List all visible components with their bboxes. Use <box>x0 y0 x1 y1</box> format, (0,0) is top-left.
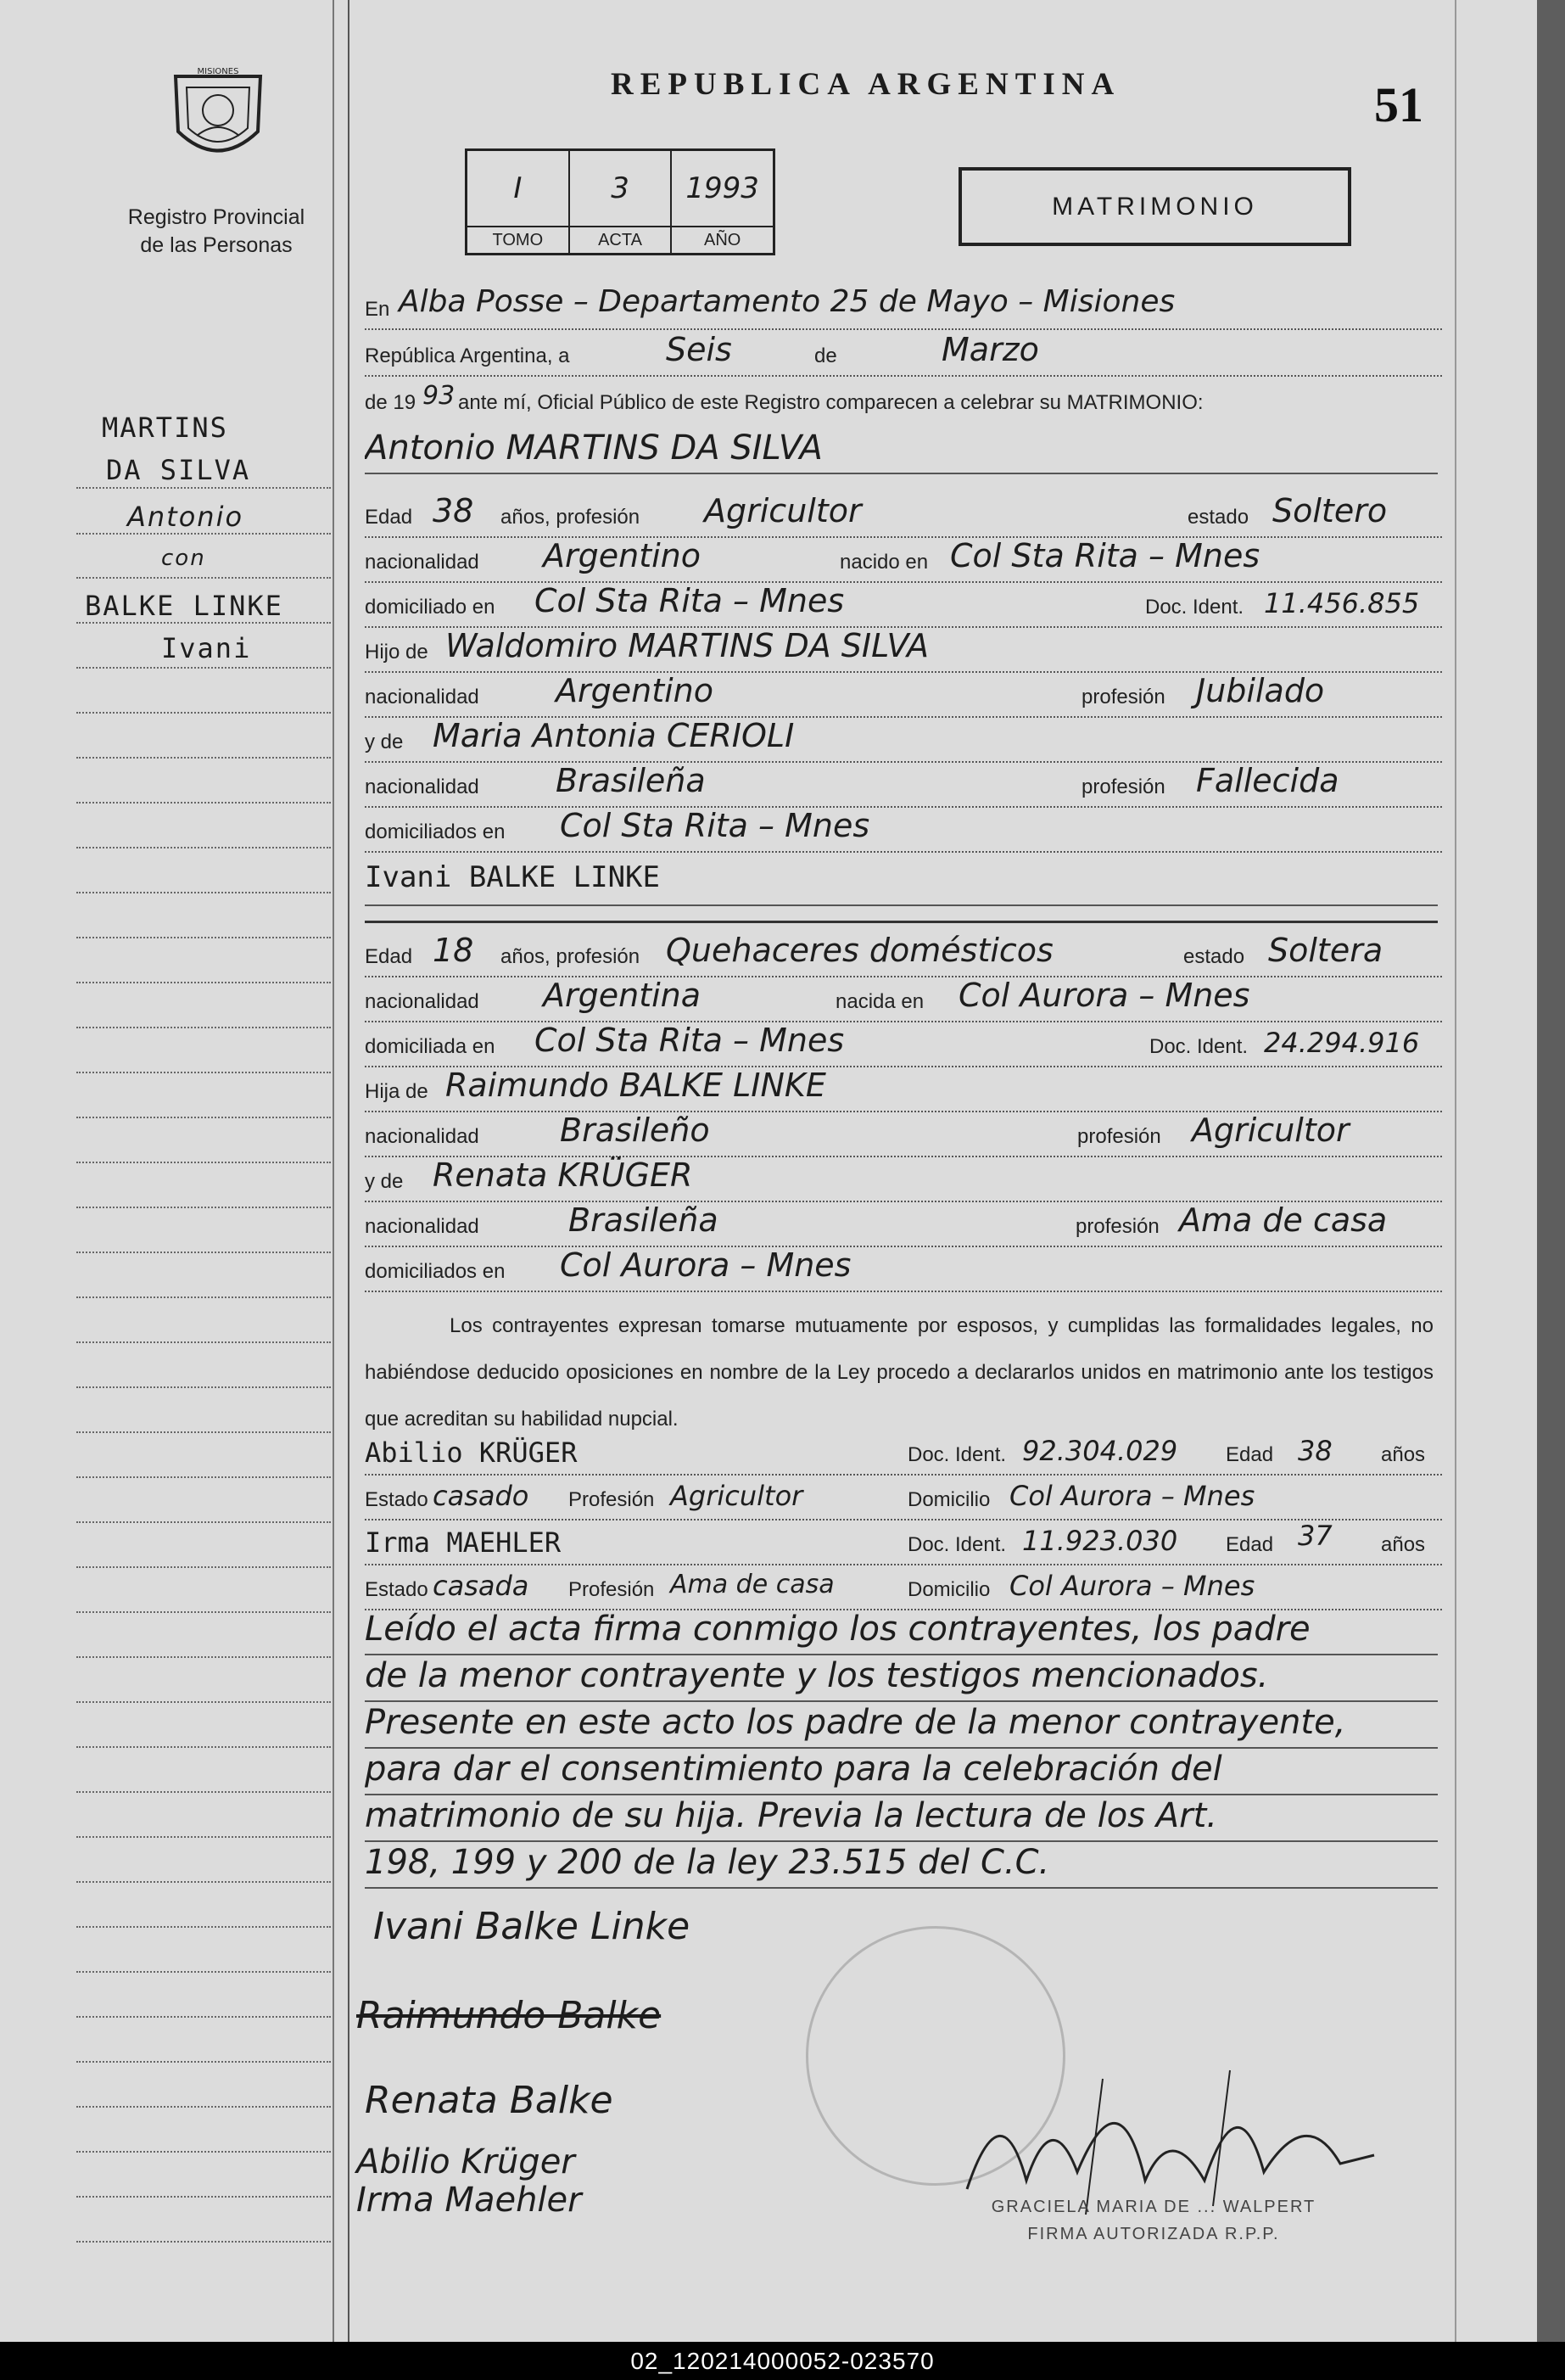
groom-mother-row <box>365 717 1442 763</box>
officer-stamp-line1: GRACIELA MARIA DE ... WALPERT <box>991 2198 1316 2216</box>
margin-rule <box>76 1836 331 1838</box>
groom-father-name: Waldomiro MARTINS DA SILVA <box>445 627 929 664</box>
witness-2-name: Irma MAEHLER <box>365 1526 562 1559</box>
section-divider <box>365 921 1438 923</box>
bride-full-name: Ivani BALKE LINKE <box>365 857 1438 906</box>
nacida-label: nacida en <box>836 990 925 1013</box>
note-line: matrimonio de su hija. Previa la lectura de los Art. <box>365 1796 1438 1842</box>
margin-rule <box>76 487 331 489</box>
groom-domicile-row <box>365 582 1442 628</box>
republic-label: República Argentina, a <box>365 344 570 367</box>
groom-mother-nationality: Brasileña <box>556 762 706 799</box>
groom-parents-domicile-row <box>365 807 1442 853</box>
groom-father-nationality-row <box>365 672 1442 718</box>
parents-domicile-label: domiciliados en <box>365 1260 506 1283</box>
witness-1-doc-number: 92.304.029 <box>1022 1435 1178 1467</box>
officer-stamp-text <box>942 2193 1366 2248</box>
bride-father-nationality-row <box>365 1112 1442 1157</box>
margin-column <box>0 0 349 2342</box>
witness-2-row <box>365 1520 1442 1565</box>
nacionalidad-label: nacionalidad <box>365 1215 479 1238</box>
bride-father-row <box>365 1067 1442 1112</box>
father-label: Hija de <box>365 1080 428 1103</box>
declaration-text: Los contrayentes expresan tomarse mutuamente por esposos, y cumplidas las formalidades legales, no habiéndose deducido oposiciones en nombre de la Ley procedo a declararlos unidos en matrimonio ante los testigos que acreditan su habilidad nupcial. <box>365 1314 1434 1431</box>
estado-label: Estado <box>365 1488 428 1511</box>
bride-domicile-row <box>365 1022 1442 1067</box>
witness-2-details-row <box>365 1565 1442 1610</box>
witness-1-domicile: Col Aurora – Mnes <box>1009 1480 1255 1512</box>
bride-birthplace: Col Aurora – Mnes <box>959 977 1250 1014</box>
registration-box <box>465 148 775 255</box>
registry-label-line2: de las Personas <box>140 233 293 257</box>
doc-label: Doc. Ident. <box>1145 596 1244 619</box>
margin-spouse-given-name: Ivani <box>161 632 252 664</box>
bride-mother-row <box>365 1156 1442 1202</box>
margin-rule <box>76 1701 331 1703</box>
witness-2-profession: Ama de casa <box>670 1570 835 1599</box>
margin-rule <box>76 667 331 669</box>
profesion-label: años, profesión <box>500 945 640 968</box>
year-row <box>365 378 1442 422</box>
right-margin-rule <box>1455 0 1456 2342</box>
note-line: Presente en este acto los padre de la menor contrayente, <box>365 1703 1438 1749</box>
de-label: de <box>814 344 837 367</box>
margin-rule <box>76 1386 331 1388</box>
profesion-label: años, profesión <box>500 506 640 529</box>
margin-rule <box>76 2196 331 2198</box>
edad-label: Edad <box>365 506 413 529</box>
place-value: Alba Posse – Departamento 25 de Mayo – Misiones <box>399 284 1176 319</box>
margin-rule <box>76 1027 331 1028</box>
ano-cell <box>672 151 773 253</box>
margin-rule <box>76 1207 331 1208</box>
margin-rule <box>76 1296 331 1298</box>
groom-marital-status: Soltero <box>1272 492 1388 529</box>
place-row <box>365 284 1442 330</box>
father-label: Hijo de <box>365 641 428 664</box>
anos-label: años <box>1381 1443 1426 1466</box>
bride-age: 18 <box>433 932 474 969</box>
groom-mother-profession: Fallecida <box>1196 762 1339 799</box>
registry-label <box>76 204 356 260</box>
nacionalidad-label: nacionalidad <box>365 776 479 798</box>
year-suffix: 93 <box>422 381 456 411</box>
acta-value: 3 <box>570 151 671 227</box>
margin-rule <box>76 1566 331 1568</box>
margin-rule <box>76 1431 331 1433</box>
profesion-label: profesión <box>1082 686 1165 708</box>
note-line: para dar el consentimiento para la celebración del <box>365 1750 1438 1795</box>
witness-1-status: casado <box>433 1480 529 1512</box>
margin-rule <box>76 847 331 848</box>
margin-rule <box>76 802 331 804</box>
officer-stamp-line2: FIRMA AUTORIZADA R.P.P. <box>1027 2225 1280 2243</box>
mother-label: y de <box>365 731 404 753</box>
profesion-label: profesión <box>1082 776 1165 798</box>
bride-doc-number: 24.294.916 <box>1264 1027 1420 1059</box>
bride-father-nationality: Brasileño <box>560 1112 710 1149</box>
domicilio-label: domiciliado en <box>365 596 495 619</box>
bride-mother-nationality: Brasileña <box>568 1201 718 1239</box>
bride-nationality: Argentina <box>543 977 701 1014</box>
parents-domicile-label: domiciliados en <box>365 820 506 843</box>
domicilio-label: Domicilio <box>908 1578 991 1601</box>
bride-domicile: Col Sta Rita – Mnes <box>534 1022 845 1059</box>
en-label: En <box>365 298 390 321</box>
registry-label-line1: Registro Provincial <box>127 205 305 229</box>
groom-full-name: Antonio MARTINS DA SILVA <box>365 428 1438 474</box>
doc-label: Doc. Ident. <box>908 1443 1007 1466</box>
margin-rule <box>76 2016 331 2018</box>
witness-1-profession: Agricultor <box>670 1480 803 1512</box>
witness-2-age: 37 <box>1298 1520 1333 1552</box>
nacionalidad-label: nacionalidad <box>365 551 479 574</box>
nacionalidad-label: nacionalidad <box>365 990 479 1013</box>
bride-age-row <box>365 932 1442 977</box>
bride-profession: Quehaceres domésticos <box>666 932 1054 969</box>
note-line: 198, 199 y 200 de la ley 23.515 del C.C. <box>365 1843 1438 1889</box>
groom-nationality: Argentino <box>543 537 701 574</box>
witness-1-row <box>365 1430 1442 1476</box>
acta-cell <box>570 151 673 253</box>
margin-connector: con <box>161 546 206 571</box>
signature-witness-2: Irma Maehler <box>356 2181 582 2220</box>
bride-father-profession: Agricultor <box>1192 1112 1350 1149</box>
margin-rule <box>76 2151 331 2153</box>
margin-rule <box>76 982 331 983</box>
groom-profession: Agricultor <box>704 492 862 529</box>
date-row <box>365 331 1442 377</box>
witness-2-domicile: Col Aurora – Mnes <box>1009 1570 1255 1602</box>
margin-rule <box>76 2106 331 2108</box>
witness-1-age: 38 <box>1298 1435 1333 1467</box>
svg-text:MISIONES: MISIONES <box>197 67 239 76</box>
doc-label: Doc. Ident. <box>908 1533 1007 1556</box>
intro-text: ante mí, Oficial Público de este Registro comparecen a celebrar su MATRIMONIO: <box>458 391 1204 414</box>
margin-rule <box>76 1252 331 1253</box>
margin-rule <box>76 1746 331 1748</box>
year-prefix: de 19 <box>365 391 416 414</box>
groom-domicile: Col Sta Rita – Mnes <box>534 582 845 619</box>
margin-rule <box>76 1611 331 1613</box>
edad-label: Edad <box>1226 1443 1274 1466</box>
margin-surname-1: MARTINS <box>102 412 228 444</box>
groom-parents-domicile: Col Sta Rita – Mnes <box>560 807 870 844</box>
margin-surname-2: DA SILVA <box>106 454 251 486</box>
margin-rule <box>76 1656 331 1658</box>
doc-label: Doc. Ident. <box>1149 1035 1249 1058</box>
margin-given-name: Antonio <box>127 501 244 533</box>
tomo-label: TOMO <box>492 231 544 249</box>
provincial-seal-icon <box>163 64 273 170</box>
groom-father-profession: Jubilado <box>1196 672 1325 709</box>
ano-label: AÑO <box>704 231 741 249</box>
groom-mother-nationality-row <box>365 762 1442 808</box>
groom-mother-name: Maria Antonia CERIOLI <box>433 717 795 754</box>
folio-number: 51 <box>1374 77 1423 132</box>
anos-label: años <box>1381 1533 1426 1556</box>
groom-doc-number: 11.456.855 <box>1264 587 1420 619</box>
ano-value: 1993 <box>672 151 773 227</box>
country-title: REPUBLICA ARGENTINA <box>611 67 1121 102</box>
profesion-label: profesión <box>1077 1125 1161 1148</box>
groom-nationality-row <box>365 537 1442 583</box>
margin-rule <box>76 1117 331 1118</box>
margin-rule <box>76 1476 331 1478</box>
groom-age: 38 <box>433 492 474 529</box>
estado-label: estado <box>1183 945 1245 968</box>
margin-rule <box>76 1926 331 1928</box>
file-id-caption: 02_120214000052-023570 <box>0 2342 1565 2380</box>
bride-parents-domicile: Col Aurora – Mnes <box>560 1246 852 1284</box>
nacido-label: nacido en <box>840 551 929 574</box>
margin-rule <box>76 2061 331 2063</box>
bride-mother-name: Renata KRÜGER <box>433 1156 693 1194</box>
nacionalidad-label: nacionalidad <box>365 686 479 708</box>
profesion-label: Profesión <box>568 1488 655 1511</box>
bride-mother-profession: Ama de casa <box>1179 1201 1388 1239</box>
bride-father-name: Raimundo BALKE LINKE <box>445 1067 826 1104</box>
signature-witness-1: Abilio Krüger <box>356 2142 575 2181</box>
profesion-label: profesión <box>1076 1215 1160 1238</box>
margin-rule <box>76 892 331 893</box>
margin-rule <box>76 2241 331 2243</box>
bride-marital-status: Soltera <box>1268 932 1383 969</box>
day-value: Seis <box>666 331 732 368</box>
groom-age-row <box>365 492 1442 538</box>
bride-nationality-row <box>365 977 1442 1022</box>
month-value: Marzo <box>942 331 1039 368</box>
margin-rule <box>76 1162 331 1163</box>
margin-rule <box>76 757 331 759</box>
groom-father-row <box>365 627 1442 673</box>
groom-father-nationality: Argentino <box>556 672 713 709</box>
edad-label: Edad <box>1226 1533 1274 1556</box>
margin-rule <box>76 1341 331 1343</box>
margin-rule <box>76 1791 331 1793</box>
margin-rule <box>76 1881 331 1883</box>
estado-label: Estado <box>365 1578 428 1601</box>
margin-rule <box>76 1521 331 1523</box>
witness-2-status: casada <box>433 1570 529 1602</box>
margin-rule <box>76 577 331 579</box>
margin-spouse-surname: BALKE LINKE <box>85 590 283 622</box>
bride-mother-nationality-row <box>365 1201 1442 1247</box>
document-type-box: MATRIMONIO <box>959 167 1351 246</box>
nacionalidad-label: nacionalidad <box>365 1125 479 1148</box>
margin-rule <box>76 1971 331 1973</box>
profesion-label: Profesión <box>568 1578 655 1601</box>
margin-rule <box>76 712 331 714</box>
domicilio-label: Domicilio <box>908 1488 991 1511</box>
note-line: de la menor contrayente y los testigos mencionados. <box>365 1656 1438 1702</box>
signature-bride: Ivani Balke Linke <box>373 1905 690 1948</box>
signature-bride-mother: Renata Balke <box>365 2079 613 2122</box>
mother-label: y de <box>365 1170 404 1193</box>
witness-1-details-row <box>365 1475 1442 1520</box>
note-line: Leído el acta firma conmigo los contrayentes, los padre <box>365 1610 1438 1655</box>
margin-rule <box>76 622 331 624</box>
acta-label: ACTA <box>598 231 642 249</box>
bride-parents-domicile-row <box>365 1246 1442 1292</box>
signature-bride-father: Raimundo Balke <box>356 1994 662 2037</box>
estado-label: estado <box>1188 506 1249 529</box>
margin-rule <box>76 1072 331 1073</box>
witness-1-name: Abilio KRÜGER <box>365 1436 578 1469</box>
domicilio-label: domiciliada en <box>365 1035 495 1058</box>
groom-birthplace: Col Sta Rita – Mnes <box>950 537 1260 574</box>
edad-label: Edad <box>365 945 413 968</box>
tomo-cell <box>467 151 570 253</box>
margin-rule <box>76 937 331 938</box>
page-edge <box>1537 0 1565 2342</box>
witness-2-doc-number: 11.923.030 <box>1022 1525 1178 1557</box>
tomo-value: I <box>467 151 568 227</box>
margin-rule <box>76 533 331 535</box>
